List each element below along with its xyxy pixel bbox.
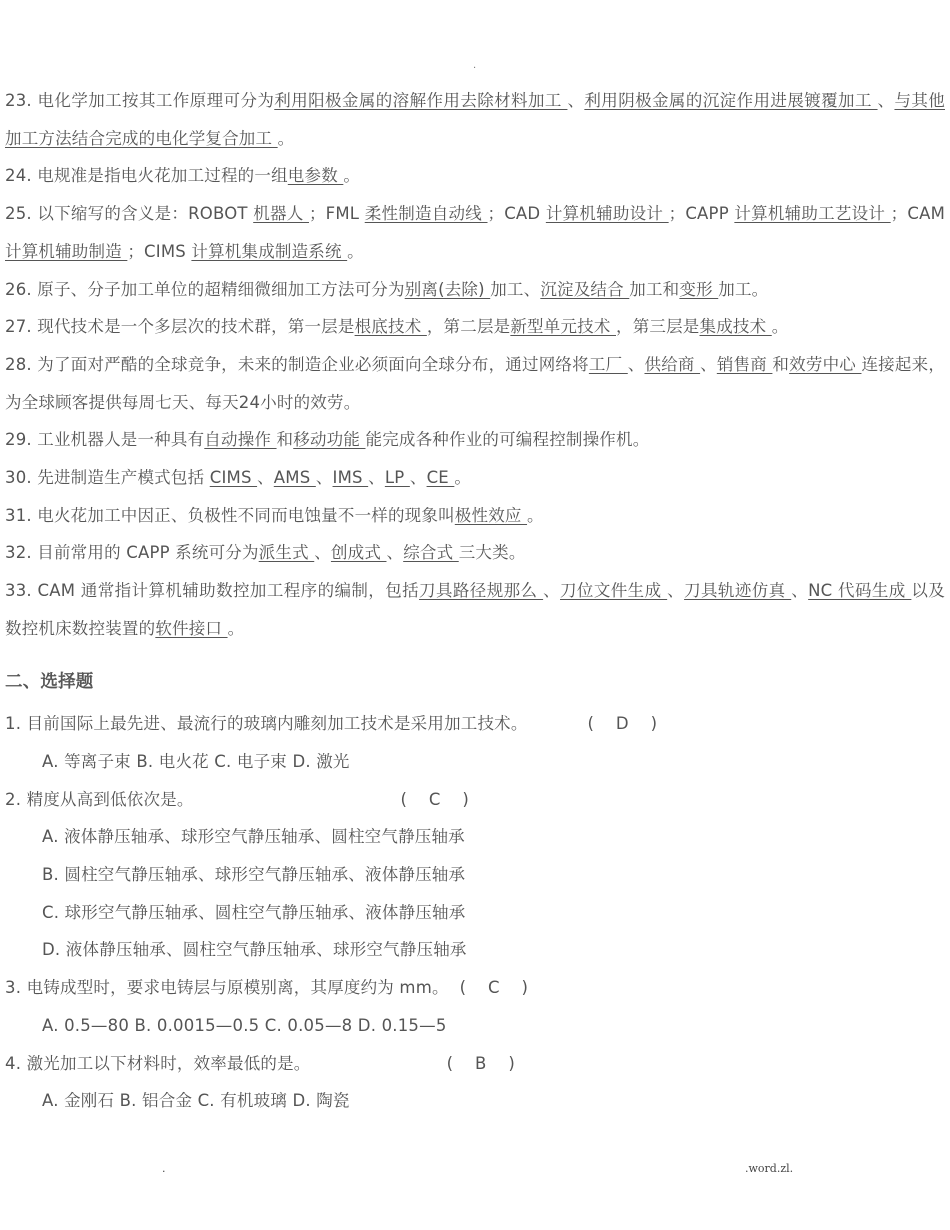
question-q26 xyxy=(5,271,945,309)
answer-blank: 刀具轨迹仿真 xyxy=(684,581,792,601)
answer-gap xyxy=(528,714,588,733)
question-q28 xyxy=(5,346,945,421)
answer-blank: 柔性制造自动线 xyxy=(364,204,488,224)
question-text: 25. 以下缩写的含义是：ROBOT xyxy=(5,204,254,224)
question-stem: 2. 精度从高到低依次是。 xyxy=(5,789,194,809)
question-stem: 4. 激光加工以下材料时，效率最低的是。 xyxy=(5,1053,311,1073)
answer-blank: 移动功能 xyxy=(293,430,366,450)
answer-blank: 销售商 xyxy=(716,354,773,374)
choice-options: D. 液体静压轴承、圆柱空气静压轴承、球形空气静压轴承 xyxy=(42,940,467,960)
section-title: 二、选择题 xyxy=(5,671,94,692)
answer-choice: ( C ) xyxy=(459,978,529,998)
choice-options: A. 液体静压轴承、球形空气静压轴承、圆柱空气静压轴承 xyxy=(42,827,465,847)
multiple-choice-list xyxy=(5,705,945,1120)
question-text: 、 xyxy=(791,581,809,601)
question-q33 xyxy=(5,572,945,647)
question-text: 30. 先进制造生产模式包括 xyxy=(5,468,210,488)
answer-blank: 新型单元技术 xyxy=(510,317,616,337)
answer-blank: 机器人 xyxy=(253,204,309,224)
choice-question xyxy=(5,781,945,819)
question-text: 、 xyxy=(667,581,685,601)
answer-blank: AMS xyxy=(273,468,316,488)
question-text: ；CIMS xyxy=(127,241,192,261)
question-text: 。 xyxy=(454,468,472,488)
answer-blank: 电参数 xyxy=(287,166,344,186)
question-text: 、 xyxy=(314,543,331,563)
question-text: 。 xyxy=(277,128,295,148)
choice-options: C. 球形空气静压轴承、圆柱空气静压轴承、液体静压轴承 xyxy=(42,902,466,922)
question-stem: 3. 电铸成型时，要求电铸层与原模别离，其厚度约为 mm。 xyxy=(5,978,449,998)
question-text: 。 xyxy=(227,618,245,638)
answer-choice: ( C ) xyxy=(400,789,470,809)
footer-left: . xyxy=(162,1162,166,1175)
question-stem: 1. 目前国际上最先进、最流行的玻璃内雕刻加工技术是采用加工技术。 xyxy=(5,714,528,734)
question-q25 xyxy=(5,195,945,270)
question-text: 能完成各种作业的可编程控制操作机。 xyxy=(365,430,650,450)
question-text: 加工、 xyxy=(490,279,541,299)
answer-blank: 与其他加工方法结合完成的电化学复合加工 xyxy=(5,91,945,148)
question-q32 xyxy=(5,534,945,572)
question-text: 、 xyxy=(368,468,385,488)
answer-blank: 利用阳极金属的溶解作用去除材料加工 xyxy=(274,91,568,110)
question-text: 、 xyxy=(315,468,333,488)
question-text: 24. 电规准是指电火花加工过程的一组 xyxy=(5,166,288,186)
choice-question xyxy=(5,705,945,743)
question-text: 和 xyxy=(276,430,294,450)
answer-blank: 计算机辅助制造 xyxy=(5,241,128,261)
question-q27 xyxy=(5,308,945,346)
question-text: ，第二层是 xyxy=(426,317,511,337)
question-text: 连接起来，为全球顾客提供每周七天、每天24小时的效劳。 xyxy=(5,354,946,412)
answer-blank: 利用阴极金属的沉淀作用进展镀覆加工 xyxy=(584,91,878,110)
question-q24 xyxy=(5,157,945,195)
answer-blank: CIMS xyxy=(209,468,258,488)
question-q30 xyxy=(5,459,945,497)
question-text: 33. CAM 通常指计算机辅助数控加工程序的编制，包括 xyxy=(5,581,420,601)
answer-blank: IMS xyxy=(332,468,369,488)
answer-blank: 创成式 xyxy=(330,543,387,563)
answer-blank: 效劳中心 xyxy=(789,354,862,374)
question-q29 xyxy=(5,421,945,459)
header-dot: . xyxy=(473,60,477,71)
answer-gap xyxy=(194,790,401,809)
question-text: 。 xyxy=(527,505,544,525)
question-text: 。 xyxy=(347,241,364,261)
answer-gap xyxy=(449,978,460,997)
question-text: 、 xyxy=(877,91,895,110)
question-text: 31. 电火花加工中因正、负极性不同而电蚀量不一样的现象叫 xyxy=(5,505,455,525)
question-text: ，第三层是 xyxy=(616,317,700,337)
answer-blank: 刀位文件生成 xyxy=(560,581,668,601)
question-text: 。 xyxy=(343,166,361,186)
choice-question xyxy=(5,969,945,1007)
question-text: 23. 电化学加工按其工作原理可分为 xyxy=(5,91,275,110)
choice-options: A. 金刚石 B. 铝合金 C. 有机玻璃 D. 陶瓷 xyxy=(42,1091,350,1111)
question-text: 、 xyxy=(567,91,585,110)
question-text: 27. 现代技术是一个多层次的技术群，第一层是 xyxy=(5,317,355,337)
question-text: 加工和 xyxy=(629,279,680,299)
answer-blank: 计算机集成制造系统 xyxy=(191,241,348,261)
question-text: ；CAPP xyxy=(668,204,735,224)
answer-blank: 极性效应 xyxy=(454,505,528,525)
answer-blank: 别离(去除) xyxy=(404,279,491,299)
answer-blank: 工厂 xyxy=(588,354,628,374)
answer-blank: 刀具路径规那么 xyxy=(419,581,544,601)
answer-blank: CE xyxy=(426,468,455,488)
question-text: ；FML xyxy=(308,204,365,224)
document-body xyxy=(5,82,945,1120)
question-text: 以及数控机床数控装置的 xyxy=(5,581,945,638)
answer-blank: LP xyxy=(384,468,410,488)
answer-blank: 沉淀及结合 xyxy=(540,279,630,299)
answer-blank: 供给商 xyxy=(644,354,701,374)
question-text: 32. 目前常用的 CAPP 系统可分为 xyxy=(5,543,259,563)
question-text: 加工。 xyxy=(718,279,769,299)
question-text: 、 xyxy=(409,468,427,488)
question-text: 29. 工业机器人是一种具有 xyxy=(5,430,205,450)
footer-right: .word.zl. xyxy=(745,1162,794,1175)
question-q23 xyxy=(5,82,945,157)
answer-blank: 计算机辅助设计 xyxy=(545,204,669,224)
answer-blank: 自动操作 xyxy=(204,430,277,450)
answer-gap xyxy=(311,1054,447,1073)
question-text: 、 xyxy=(627,354,645,374)
answer-choice: ( B ) xyxy=(446,1053,515,1073)
question-text: 、 xyxy=(543,581,561,601)
answer-blank: 软件接口 xyxy=(155,618,228,638)
answer-blank: 根底技术 xyxy=(354,317,427,337)
question-q31 xyxy=(5,497,945,535)
fill-in-blank-list xyxy=(5,82,945,648)
choice-options: A. 等离子束 B. 电火花 C. 电子束 D. 激光 xyxy=(42,751,350,771)
choice-options: A. 0.5—80 B. 0.0015—0.5 C. 0.05—8 D. 0.15—5 xyxy=(42,1015,447,1035)
answer-blank: 派生式 xyxy=(258,543,315,563)
question-text: 、 xyxy=(257,468,274,488)
question-text: 28. 为了面对严酷的全球竞争，未来的制造企业必须面向全球分布，通过网络将 xyxy=(5,354,589,374)
question-text: 、 xyxy=(386,543,404,563)
choice-question xyxy=(5,1045,945,1083)
question-text: ；CAD xyxy=(487,204,546,224)
answer-blank: 变形 xyxy=(679,279,719,299)
answer-blank: 计算机辅助工艺设计 xyxy=(734,204,891,224)
question-text: 。 xyxy=(771,317,789,337)
question-text: 、 xyxy=(700,354,717,374)
question-text: 三大类。 xyxy=(458,543,526,563)
answer-choice: ( D ) xyxy=(587,714,658,734)
question-text: ；CAM xyxy=(890,204,946,224)
choice-options: B. 圆柱空气静压轴承、球形空气静压轴承、液体静压轴承 xyxy=(42,865,466,885)
answer-blank: NC 代码生成 xyxy=(808,581,912,601)
answer-blank: 综合式 xyxy=(403,543,459,563)
question-text: 26. 原子、分子加工单位的超精细微细加工方法可分为 xyxy=(5,279,405,299)
answer-blank: 集成技术 xyxy=(699,317,772,337)
question-text: 和 xyxy=(772,354,790,374)
